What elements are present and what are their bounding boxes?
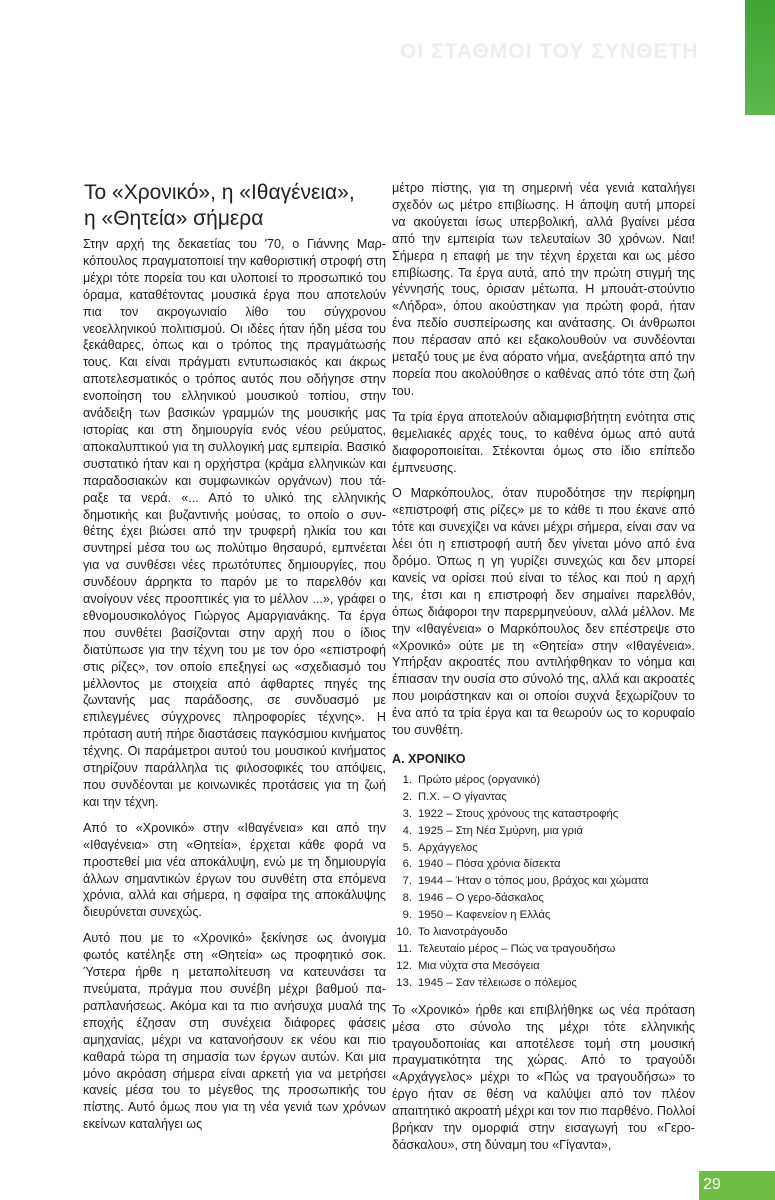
right-column — [392, 180, 695, 1163]
track-number: 5. — [402, 841, 412, 854]
paragraph: Αυτό που με το «Χρονικό» ξεκίνησε ως άνοιγμα φωτός κατέληξε στη «Θητεία» ως προφητικό σοκ. Ύστερα ήρθε η μεταπολίτευση να κατευνάσει τα πνεύματα, πράγμα που συνέβη μέχρι βαθμού παραπλανήσεως. Ακόμα και τα πιο ανήσυχα μυαλά της εποχής έζησαν στη συνέχεια διάφορες φάσεις αμηχανίας, μέχρι να κατανοήσουν εκ νέου και πιο καθαρά τώρα τη σημασία των έργων αυτών. Και μια μόνο ακρόαση σήμερα είναι αρκετή για να μετρήσει κανείς μέσα του το μέγεθος της προσωπικής του πίστης. Αυτό όμως που για τη νέα γενιά των χρόνων εκείνων καταλήγει ως — [83, 931, 386, 1132]
list-item — [392, 873, 695, 890]
paragraph: Στην αρχή της δεκαετίας του '70, ο Γιάννης Μαρκόπουλος πραγματοποιεί την καθοριστική στροφή στη μέχρι τότε πορεία του και υλοποιεί το προσωπικό του όραμα, καταθέτοντας μουσικά έργα που αποτελούν πια τον ακρογωνιαίο λίθο του σύγχρονου νεοελληνικού πολιτισμού. Οι ιδέες ήταν ήδη μέσα του ξεκάθαρες, όπως και ο τρόπος της πραγμάτωσής τους. Και είναι πράγματι εντυπωσιακός και άκρως αποτελεσματικός ο τρόπος αυτός που οδήγησε στην ενοποίηση του ελληνικού μουσικού τοπίου, στην ανάδειξη των βασικών γραμμών της μουσικής μας ιστορίας και στη δημιουργία ενός νέου ρεύματος, αποκαλυπτικού για τη συλλογική μας εμπειρία. Βασικό συστατικό ήταν και η ορχήστρα (κράμα ελληνικών και παραδοσιακών και συμφωνικών οργάνων) που τάραξε τα νερά. «... Από το υλικό της ελληνικής δημοτικής και βυζαντινής μούσας, το οποίο ο συνθέτης έχει βιώσει από την τρυφερή ηλικία του και συντηρεί μέσα του ως πολύτιμο θησαυρό, εμπνέεται για να συνθέσει νέες πρωτότυπες δημιουργίες, που συνδέουν άρρηκτα το παρόν με το παρελθόν και ανοίγουν νέες προοπτικές για το μέλλον ...», γράφει ο εθνομουσικολόγος Γιώργος Αμαργιανάκης. Τα έργα που συνθέτει βασίζονται στην αρχή που ο ίδιος διατύπωσε για την τέχνη του με τον όρο «επιστροφή στις ρίζες», τον οποίο επεξηγεί ως «σχεδιασμό του μέλλοντος με στοιχεία από άφθαρτες πηγές της ζωντανής μας παράδοσης, σε συνδυασμό με επιλεγμένες σύγχρονες πληροφορίες τέχνης». Η πρόταση αυτή πήρε διαστάσεις παγκόσμιου κινήματος τέχνης. Οι παράμετροι αυτού του μουσικού κινήματος στηρίζουν παράλληλα τις φιλοσοφικές του απόψεις, που συνδέονται με κοινωνικές προτάσεις για τη ζωή και την τέχνη. — [83, 237, 386, 809]
list-item — [392, 823, 695, 840]
track-number: 13. — [396, 976, 412, 989]
track-title: 1945 – Σαν τέλειωσε ο πόλεμος — [418, 976, 577, 989]
track-title: Τελευταίο μέρος – Πώς να τραγουδήσω — [418, 942, 616, 955]
track-number: 8. — [402, 892, 412, 905]
track-number: 10. — [396, 926, 412, 939]
paragraph: Το «Χρονικό» ήρθε και επιβλήθηκε ως νέα πρόταση μέσα στο σύνολο της μέχρι τότε ελληνικής τραγουδοποιίας και αποτέλεσε τομή στη μουσική πραγματικότητα της χώρας. Από το τραγούδι «Αρχάγγελος» μέχρι το «Πώς να τραγουδήσω» το έργο ήταν σε θέση να καλύψει από τον πλέον απαιτητικό ακροατή μέχρι και τον πιο παρθένο. Πολλοί βρήκαν την ομορφιά στην εισαγωγή του «Γερο-δάσκαλου», στη δύναμη του «Γίγαντα», — [392, 1002, 695, 1152]
section-header-faded: ΟΙ ΣΤΑΘΜΟΙ ΤΟΥ ΣΥΝΘΕΤΗ — [400, 40, 699, 63]
track-title: Μια νύχτα στα Μεσόγεια — [418, 959, 540, 972]
paragraph: Από το «Χρονικό» στην «Ιθαγένεια» και από την «Ιθαγένεια» στη «Θητεία», έρχεται κάθε φορά να προστεθεί μια νέα αποκάλυψη, ενώ με τη δημιουργία άλλων σημαντικών έργων του συνθέτη στα επόμενα χρόνια, αλλά και σήμερα, η σφαίρα της αποκάλυψης διευρύνεται συνεχώς. — [83, 820, 386, 920]
green-edge-band — [745, 0, 775, 115]
left-column — [83, 236, 386, 1142]
article-title — [84, 180, 404, 232]
track-title: Πρώτο μέρος (οργανικό) — [418, 773, 541, 786]
track-title: Π.Χ. – Ο γίγαντας — [418, 790, 507, 803]
track-number: 12. — [396, 959, 412, 972]
track-number: 4. — [402, 824, 412, 837]
track-title: 1922 – Στους χρόνους της καταστροφής — [418, 807, 619, 820]
tracklist — [392, 772, 695, 992]
track-number: 3. — [402, 807, 412, 820]
list-item — [392, 789, 695, 806]
list-item — [392, 924, 695, 941]
track-title: 1944 – Ήταν ο τόπος μου, βράχος και χώματα — [418, 875, 649, 888]
list-item — [392, 958, 695, 975]
track-number: 9. — [402, 909, 412, 922]
list-item — [392, 907, 695, 924]
track-title: 1925 – Στη Νέα Σμύρνη, μια γριά — [418, 824, 583, 837]
paragraph: Τα τρία έργα αποτελούν αδιαμφισβήτητη ενότητα στις θεμελιακές αρχές τους, το καθένα όμως από αυτά διαφοροποιείται. Στέκονται όμως στο ίδιο επίπεδο έμπνευσης. — [392, 409, 695, 475]
paragraph: Ο Μαρκόπουλος, όταν πυροδότησε την περίφημη «επιστροφή στις ρίζες» με το κάθε τι που έκανε από τότε και συνεχίζει να κάνει μέχρι σήμερα, είναι σαν να λέει ότι η επιστροφή αυτή δεν γίνεται μόνο από ένα δρόμο. Όπως η γη γυρίζει συνεχώς και δεν μπορεί κανείς να ορίσει πού είναι το τέλος και πού η αρχή της, έτσι και η επιστροφή δεν σημαίνει παρελθόν, όπως διάφοροι την παρερμηνεύουν, αλλά μέλλον. Με την «Ιθαγένεια» ο Μαρκόπουλος δεν επέστρεψε στο «Χρονικό» ούτε με τη «Θητεία» στην «Ιθαγένεια». Υπήρξαν ακροατές που αντιλήφθηκαν το νόημα και έπιασαν την ουσία στο σύνολό της, αλλά και ακροατές που μοιράστηκαν και οι οποίοι συχνά ξεχωρίζουν το ένα από τα τρία έργα και τα θεωρούν ως το κορυφαίο του συνθέτη. — [392, 486, 695, 738]
track-title: 1940 – Πόσα χρόνια δίσεκτα — [418, 858, 561, 871]
track-number: 6. — [402, 858, 412, 871]
list-item — [392, 975, 695, 992]
list-item — [392, 890, 695, 907]
track-title: 1950 – Καφενείον η Ελλάς — [418, 909, 551, 922]
title-line-2: η «Θητεία» σήμερα — [84, 207, 264, 230]
track-number: 1. — [402, 773, 412, 786]
title-line-1: Το «Χρονικό», η «Ιθαγένεια», — [84, 181, 355, 204]
track-title: Αρχάγγελος — [418, 841, 478, 854]
track-title: Το λιανοτράγουδο — [418, 926, 508, 939]
paragraph: μέτρο πίστης, για τη σημερινή νέα γενιά καταλήγει σχεδόν ως μέτρο επιβίωσης. Η άποψη αυτή μπορεί να ακούγεται ίσως υπερβολική, αλλά βγαίνει μέσα από την εμπειρία των τελευταίων 30 χρόνων. Ναι! Σήμερα η επαφή με την τέχνη έρχεται και ως μέσο επιβίωσης. Τα έργα αυτά, από την πρώτη στιγμή της γέννησής τους, όρισαν μέτωπα. Η μπουάτ-στούντιο «Λήδρα», όπου ακούστηκαν για πρώτη φορά, ήταν ένα πεδίο συσπείρωσης και ανάτασης. Οι άνθρωποι που πέρασαν από κει εξακολουθούν να συνδέονται μεταξύ τους με ένα αόρατο νήμα, ανεξάρτητα από την πορεία που ακολούθησε ο καθένας από τότε στη ζωή του. — [392, 181, 695, 398]
track-number: 11. — [397, 942, 412, 955]
list-item — [392, 772, 695, 789]
list-item — [392, 840, 695, 857]
list-item — [392, 806, 695, 823]
track-number: 2. — [402, 790, 412, 803]
list-item — [392, 856, 695, 873]
track-title: 1946 – Ο γερο-δάσκαλος — [418, 892, 544, 905]
page-number: 29 — [703, 1176, 721, 1193]
list-item — [392, 941, 695, 958]
track-number: 7. — [402, 875, 412, 888]
tracklist-heading: Α. ΧΡΟΝΙΚΟ — [392, 752, 466, 766]
